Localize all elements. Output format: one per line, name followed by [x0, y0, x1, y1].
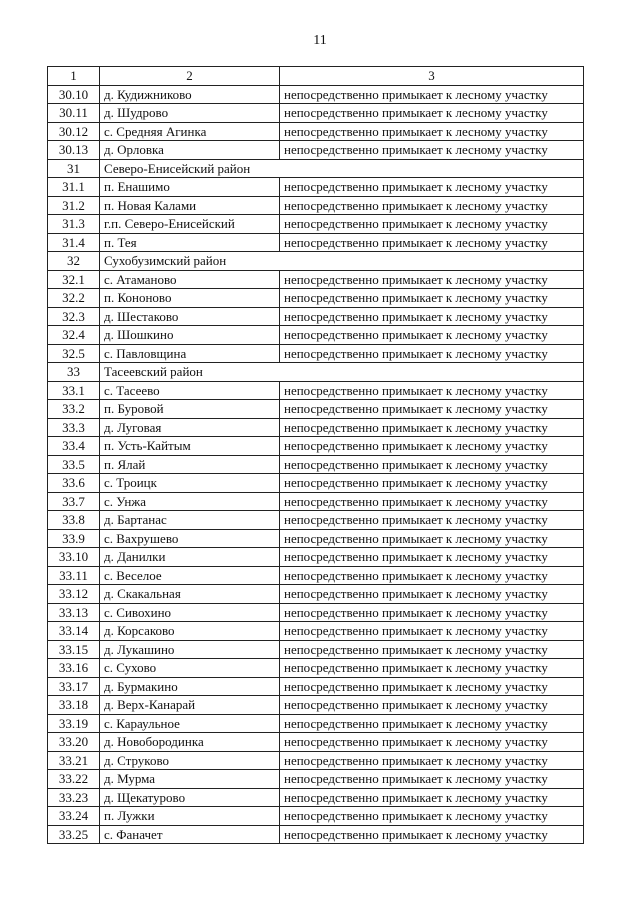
- adjacency-status: непосредственно примыкает к лесному участку: [280, 529, 584, 548]
- table-row: [48, 511, 584, 530]
- settlement-name: с. Фаначет: [100, 825, 280, 844]
- settlement-name: с. Средняя Агинка: [100, 122, 280, 141]
- adjacency-status: непосредственно примыкает к лесному участку: [280, 788, 584, 807]
- settlement-name: д. Данилки: [100, 548, 280, 567]
- settlement-name: д. Корсаково: [100, 622, 280, 641]
- table-row: [48, 307, 584, 326]
- adjacency-status: непосредственно примыкает к лесному участку: [280, 677, 584, 696]
- row-number: 33.3: [48, 418, 100, 437]
- row-number: 33.9: [48, 529, 100, 548]
- adjacency-status: непосредственно примыкает к лесному участку: [280, 714, 584, 733]
- adjacency-status: непосредственно примыкает к лесному участку: [280, 400, 584, 419]
- table-row: [48, 85, 584, 104]
- settlement-name: с. Павловщина: [100, 344, 280, 363]
- row-number: 31.2: [48, 196, 100, 215]
- row-number: 32.1: [48, 270, 100, 289]
- table-row: [48, 733, 584, 752]
- row-number: 33.6: [48, 474, 100, 493]
- row-number: 32.5: [48, 344, 100, 363]
- row-number: 33.1: [48, 381, 100, 400]
- row-number: 33.13: [48, 603, 100, 622]
- table-row: [48, 751, 584, 770]
- row-number: 33.2: [48, 400, 100, 419]
- row-number: 33.22: [48, 770, 100, 789]
- row-number: 31.4: [48, 233, 100, 252]
- row-number: 33.4: [48, 437, 100, 456]
- table-row: [48, 714, 584, 733]
- adjacency-status: непосредственно примыкает к лесному участку: [280, 511, 584, 530]
- settlement-name: п. Енашимо: [100, 178, 280, 197]
- adjacency-status: непосредственно примыкает к лесному участку: [280, 751, 584, 770]
- adjacency-status: непосредственно примыкает к лесному участку: [280, 733, 584, 752]
- table-row: [48, 104, 584, 123]
- row-number: 33.20: [48, 733, 100, 752]
- row-number: 33.24: [48, 807, 100, 826]
- table-row: [48, 141, 584, 160]
- table-row: [48, 603, 584, 622]
- row-number: 33.23: [48, 788, 100, 807]
- settlement-name: п. Кононово: [100, 289, 280, 308]
- table-row: [48, 677, 584, 696]
- column-header: 1: [48, 67, 100, 86]
- settlement-name: д. Новобородинка: [100, 733, 280, 752]
- table-row: [48, 381, 584, 400]
- adjacency-status: непосредственно примыкает к лесному участку: [280, 548, 584, 567]
- settlements-table: [47, 66, 584, 844]
- table-row: [48, 233, 584, 252]
- row-number: 31.1: [48, 178, 100, 197]
- row-number: 33.16: [48, 659, 100, 678]
- row-number: 33.19: [48, 714, 100, 733]
- row-number: 30.11: [48, 104, 100, 123]
- settlement-name: с. Атаманово: [100, 270, 280, 289]
- table-row: [48, 400, 584, 419]
- table-row: [48, 585, 584, 604]
- adjacency-status: непосредственно примыкает к лесному участку: [280, 566, 584, 585]
- table-row: [48, 437, 584, 456]
- settlement-name: с. Сивохино: [100, 603, 280, 622]
- adjacency-status: непосредственно примыкает к лесному участку: [280, 215, 584, 234]
- table-row: [48, 622, 584, 641]
- settlement-name: д. Шестаково: [100, 307, 280, 326]
- district-name: Северо-Енисейский район: [100, 159, 584, 178]
- adjacency-status: непосредственно примыкает к лесному участку: [280, 104, 584, 123]
- adjacency-status: непосредственно примыкает к лесному участку: [280, 141, 584, 160]
- adjacency-status: непосредственно примыкает к лесному участку: [280, 178, 584, 197]
- row-number: 32.3: [48, 307, 100, 326]
- table-row: [48, 196, 584, 215]
- adjacency-status: непосредственно примыкает к лесному участку: [280, 825, 584, 844]
- row-number: 33.10: [48, 548, 100, 567]
- row-number: 33.14: [48, 622, 100, 641]
- table-row: [48, 326, 584, 345]
- adjacency-status: непосредственно примыкает к лесному участку: [280, 122, 584, 141]
- district-row: [48, 252, 584, 271]
- district-number: 31: [48, 159, 100, 178]
- table-row: [48, 492, 584, 511]
- settlement-name: д. Кудижниково: [100, 85, 280, 104]
- column-header: 3: [280, 67, 584, 86]
- table-row: [48, 548, 584, 567]
- row-number: 30.10: [48, 85, 100, 104]
- settlement-name: с. Сухово: [100, 659, 280, 678]
- table-row: [48, 455, 584, 474]
- adjacency-status: непосредственно примыкает к лесному участку: [280, 492, 584, 511]
- settlement-name: д. Скакальная: [100, 585, 280, 604]
- table-row: [48, 344, 584, 363]
- settlement-name: д. Щекатурово: [100, 788, 280, 807]
- row-number: 33.18: [48, 696, 100, 715]
- settlement-name: д. Бурмакино: [100, 677, 280, 696]
- adjacency-status: непосредственно примыкает к лесному участку: [280, 770, 584, 789]
- adjacency-status: непосредственно примыкает к лесному участку: [280, 603, 584, 622]
- table-row: [48, 788, 584, 807]
- settlement-name: п. Тея: [100, 233, 280, 252]
- settlement-name: с. Караульное: [100, 714, 280, 733]
- district-number: 33: [48, 363, 100, 382]
- district-row: [48, 159, 584, 178]
- row-number: 32.2: [48, 289, 100, 308]
- column-header: 2: [100, 67, 280, 86]
- row-number: 33.17: [48, 677, 100, 696]
- row-number: 33.11: [48, 566, 100, 585]
- table-row: [48, 770, 584, 789]
- page-number: 11: [313, 33, 327, 48]
- table-row: [48, 696, 584, 715]
- table-row: [48, 289, 584, 308]
- settlement-name: п. Усть-Кайтым: [100, 437, 280, 456]
- table-row: [48, 807, 584, 826]
- row-number: 33.12: [48, 585, 100, 604]
- settlement-name: с. Тасеево: [100, 381, 280, 400]
- row-number: 30.12: [48, 122, 100, 141]
- adjacency-status: непосредственно примыкает к лесному участку: [280, 418, 584, 437]
- settlement-name: п. Новая Калами: [100, 196, 280, 215]
- table-row: [48, 215, 584, 234]
- adjacency-status: непосредственно примыкает к лесному участку: [280, 326, 584, 345]
- row-number: 33.5: [48, 455, 100, 474]
- settlement-name: д. Бартанас: [100, 511, 280, 530]
- district-row: [48, 363, 584, 382]
- settlement-name: п. Лужки: [100, 807, 280, 826]
- district-name: Тасеевский район: [100, 363, 584, 382]
- row-number: 33.25: [48, 825, 100, 844]
- settlement-name: с. Троицк: [100, 474, 280, 493]
- table-row: [48, 566, 584, 585]
- adjacency-status: непосредственно примыкает к лесному участку: [280, 196, 584, 215]
- row-number: 33.8: [48, 511, 100, 530]
- settlement-name: д. Шудрово: [100, 104, 280, 123]
- row-number: 33.7: [48, 492, 100, 511]
- adjacency-status: непосредственно примыкает к лесному участку: [280, 807, 584, 826]
- table-row: [48, 178, 584, 197]
- table-row: [48, 640, 584, 659]
- table-body: [48, 85, 584, 844]
- district-name: Сухобузимский район: [100, 252, 584, 271]
- settlement-name: д. Струково: [100, 751, 280, 770]
- adjacency-status: непосредственно примыкает к лесному участку: [280, 437, 584, 456]
- table-row: [48, 529, 584, 548]
- table-row: [48, 659, 584, 678]
- adjacency-status: непосредственно примыкает к лесному участку: [280, 270, 584, 289]
- adjacency-status: непосредственно примыкает к лесному участку: [280, 696, 584, 715]
- adjacency-status: непосредственно примыкает к лесному участку: [280, 233, 584, 252]
- adjacency-status: непосредственно примыкает к лесному участку: [280, 85, 584, 104]
- adjacency-status: непосредственно примыкает к лесному участку: [280, 622, 584, 641]
- settlement-name: п. Ялай: [100, 455, 280, 474]
- row-number: 32.4: [48, 326, 100, 345]
- settlement-name: с. Вахрушево: [100, 529, 280, 548]
- table-row: [48, 122, 584, 141]
- settlement-name: с. Веселое: [100, 566, 280, 585]
- adjacency-status: непосредственно примыкает к лесному участку: [280, 640, 584, 659]
- adjacency-status: непосредственно примыкает к лесному участку: [280, 307, 584, 326]
- settlement-name: с. Унжа: [100, 492, 280, 511]
- table-row: [48, 825, 584, 844]
- table-header-row: [48, 67, 584, 86]
- settlement-name: д. Мурма: [100, 770, 280, 789]
- adjacency-status: непосредственно примыкает к лесному участку: [280, 474, 584, 493]
- adjacency-status: непосредственно примыкает к лесному участку: [280, 289, 584, 308]
- settlement-name: п. Буровой: [100, 400, 280, 419]
- table-row: [48, 270, 584, 289]
- settlement-name: д. Орловка: [100, 141, 280, 160]
- settlement-name: д. Луговая: [100, 418, 280, 437]
- table-row: [48, 474, 584, 493]
- adjacency-status: непосредственно примыкает к лесному участку: [280, 455, 584, 474]
- table-row: [48, 418, 584, 437]
- row-number: 33.15: [48, 640, 100, 659]
- settlement-name: д. Верх-Канарай: [100, 696, 280, 715]
- settlement-name: д. Шошкино: [100, 326, 280, 345]
- row-number: 31.3: [48, 215, 100, 234]
- district-number: 32: [48, 252, 100, 271]
- row-number: 30.13: [48, 141, 100, 160]
- adjacency-status: непосредственно примыкает к лесному участку: [280, 659, 584, 678]
- adjacency-status: непосредственно примыкает к лесному участку: [280, 585, 584, 604]
- row-number: 33.21: [48, 751, 100, 770]
- settlement-name: г.п. Северо-Енисейский: [100, 215, 280, 234]
- settlement-name: д. Лукашино: [100, 640, 280, 659]
- adjacency-status: непосредственно примыкает к лесному участку: [280, 344, 584, 363]
- adjacency-status: непосредственно примыкает к лесному участку: [280, 381, 584, 400]
